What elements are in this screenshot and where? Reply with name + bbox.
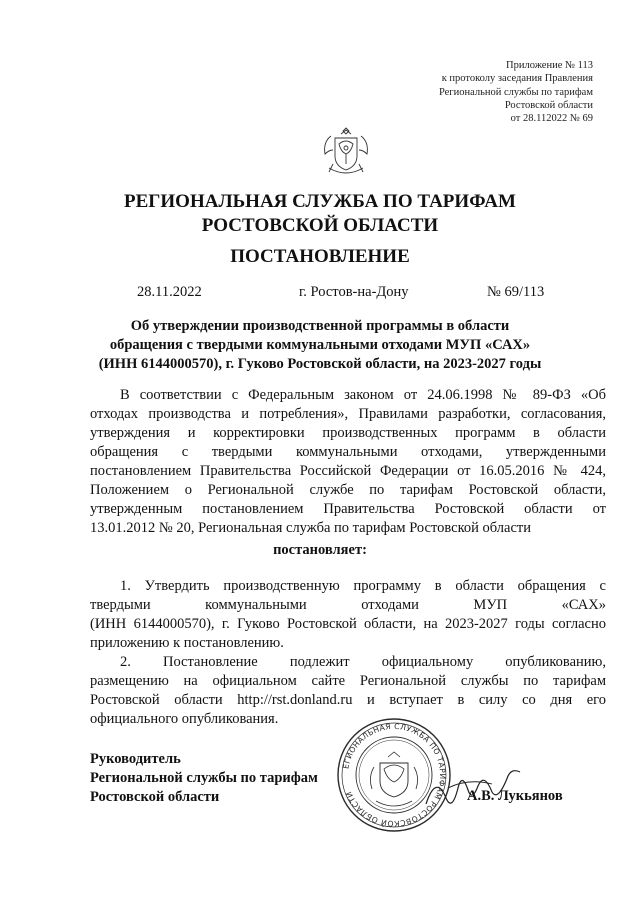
resolves-heading: постановляет:: [273, 542, 367, 558]
text-line: обращения с твердыми коммунальными отходами, утвержденными: [90, 444, 606, 460]
text-line: размещению на официальном сайте Региональной службы по тарифам: [90, 673, 606, 689]
appendix-line: к протоколу заседания Правления: [441, 73, 593, 85]
signatory-position: Ростовской области: [90, 789, 220, 805]
subject-line: (ИНН 6144000570), г. Гуково Ростовской области, на 2023-2027 годы: [98, 356, 542, 372]
preamble-paragraph: [90, 386, 606, 538]
signatory-block: [90, 750, 318, 807]
text-line: официального опубликования.: [90, 711, 279, 727]
text-line: твердыми коммунальными отходами МУП «САХ»: [90, 597, 606, 613]
signatory-name: А.В. Лукьянов: [467, 788, 563, 804]
text-line: утвержденным постановлением Правительства Ростовской области от: [90, 501, 606, 517]
document-subject: [0, 317, 640, 374]
text-line: (ИНН 6144000570), г. Гуково Ростовской области, на 2023-2027 годы согласно: [90, 616, 606, 632]
subject-line: Об утверждении производственной программы в области: [130, 318, 510, 334]
text-line: Положением о Региональной службе по тарифам Ростовской области,: [90, 482, 606, 498]
text-line: утверждения и корректировки производственных программ в области: [90, 425, 606, 441]
text-line: 2. Постановление подлежит официальному опубликованию,: [120, 654, 606, 670]
appendix-line: Региональной службы по тарифам: [438, 86, 593, 98]
coat-of-arms-icon: [319, 124, 373, 180]
document-number: № 69/113: [487, 284, 545, 300]
organization-line: РОСТОВСКОЙ ОБЛАСТИ: [201, 215, 439, 236]
text-line: 13.01.2012 № 20, Региональная служба по тарифам Ростовской области: [90, 520, 531, 536]
signatory-position: Руководитель: [90, 751, 181, 767]
seal-ring-text: ЕГИОНАЛЬНАЯ СЛУЖБА ПО ТАРИФАМ РОСТОВСКОЙ ОБЛАСТИ: [341, 721, 448, 829]
appendix-line: Приложение № 113: [506, 60, 593, 71]
text-line: Ростовской области http://rst.donland.ru и вступает в силу со дня его: [90, 692, 606, 708]
subject-line: обращения с твердыми коммунальными отходами МУП «САХ»: [109, 337, 531, 353]
document-city: г. Ростов-на-Дону: [299, 284, 409, 300]
appendix-line: Ростовской области: [504, 99, 593, 111]
text-line: постановлением Правительства Российской Федерации от 16.05.2016 № 424,: [90, 463, 606, 479]
item-1-paragraph: [90, 577, 606, 653]
text-line: приложению к постановлению.: [90, 635, 284, 651]
signatory-position: Региональной службы по тарифам: [90, 770, 318, 786]
document-type: ПОСТАНОВЛЕНИЕ: [230, 246, 410, 267]
text-line: 1. Утвердить производственную программу в области обращения с: [120, 578, 606, 594]
organization-line: РЕГИОНАЛЬНАЯ СЛУЖБА ПО ТАРИФАМ: [124, 191, 516, 212]
appendix-note: [439, 59, 593, 125]
text-line: отходах производства и потребления», Правилами разработки, согласования,: [90, 406, 606, 422]
appendix-line: от 28.112022 № 69: [510, 113, 593, 125]
organization-title: [0, 190, 640, 238]
text-line: В соответствии с Федеральным законом от 24.06.1998 № 89-ФЗ «Об: [120, 387, 606, 403]
document-date: 28.11.2022: [137, 284, 202, 300]
